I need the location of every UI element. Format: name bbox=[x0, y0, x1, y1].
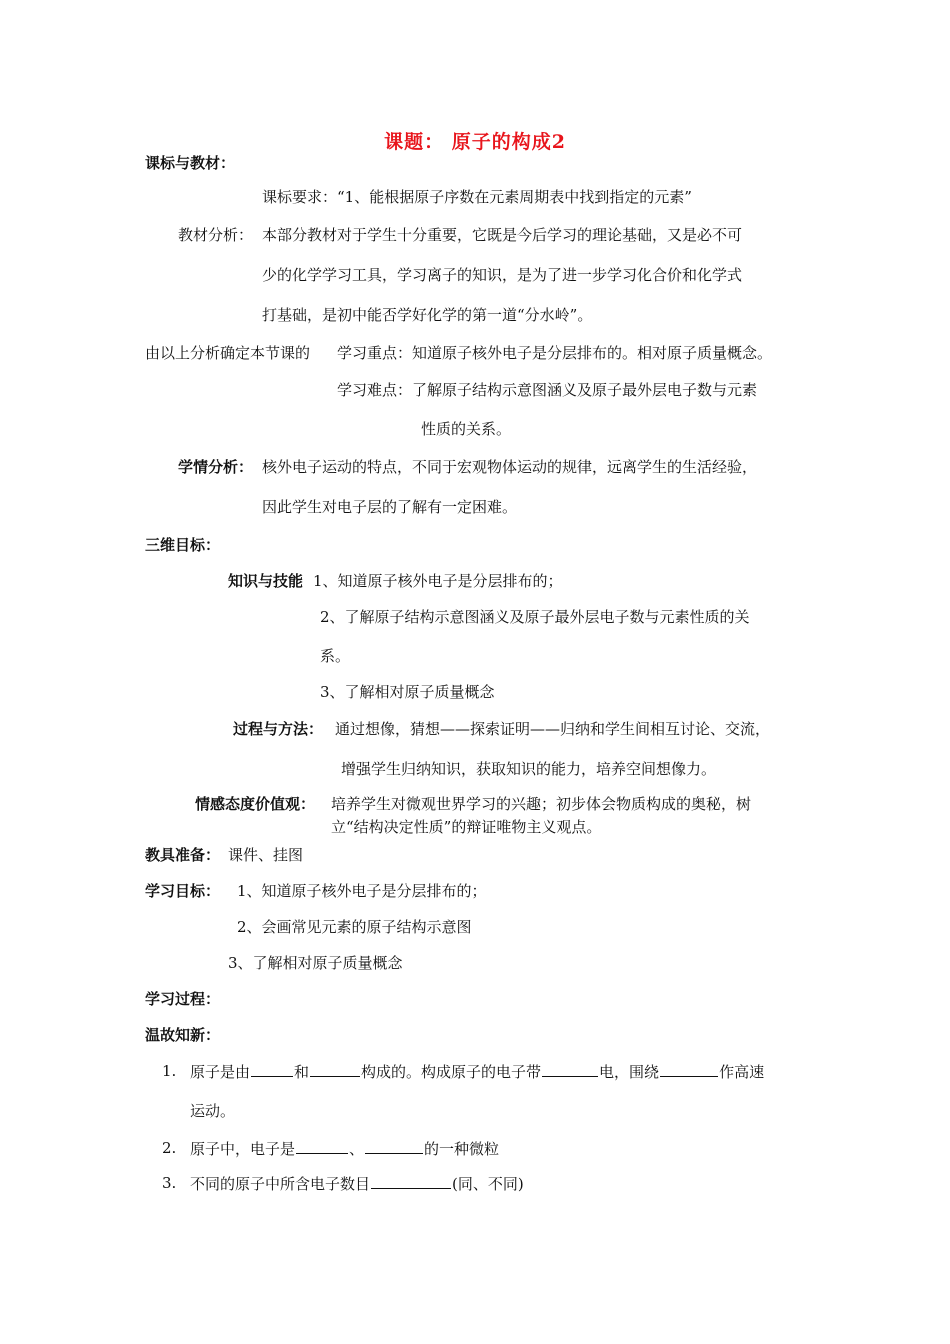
goals-label: 学习目标： bbox=[145, 882, 221, 900]
knowledge-item-2a: 2、了解原子结构示意图涵义及原子最外层电子数与元素性质的关 bbox=[320, 608, 750, 626]
question-2-text-c: 的一种微粒 bbox=[424, 1140, 500, 1158]
question-3-text-a: 不同的原子中所含电子数目 bbox=[190, 1175, 371, 1193]
curriculum-requirement: 课标要求：“1、能根据原子序数在元素周期表中找到指定的元素” bbox=[262, 188, 692, 206]
learner-line-1: 核外电子运动的特点，不同于宏观物体运动的规律，远离学生的生活经验， bbox=[262, 458, 758, 476]
question-2 bbox=[190, 1138, 499, 1159]
answer-blank-5[interactable] bbox=[296, 1138, 348, 1154]
learning-difficulty-2: 性质的关系。 bbox=[421, 420, 512, 438]
answer-blank-6[interactable] bbox=[365, 1138, 423, 1154]
knowledge-label: 知识与技能 bbox=[228, 572, 304, 590]
process-line-2: 增强学生归纳知识，获取知识的能力，培养空间想像力。 bbox=[341, 760, 717, 778]
question-1-text-b: 和 bbox=[294, 1063, 310, 1081]
answer-blank-3[interactable] bbox=[542, 1061, 598, 1077]
tools-label: 教具准备： bbox=[145, 846, 221, 864]
question-1-number: 1. bbox=[162, 1062, 177, 1080]
question-3-number: 3. bbox=[162, 1174, 177, 1192]
process-label: 过程与方法： bbox=[233, 720, 324, 738]
learner-label: 学情分析： bbox=[178, 458, 254, 476]
learner-line-2: 因此学生对电子层的了解有一定困难。 bbox=[262, 498, 518, 516]
knowledge-item-3: 3、了解相对原子质量概念 bbox=[320, 683, 495, 701]
emotion-label: 情感态度价值观： bbox=[195, 795, 316, 813]
analysis-line-2: 少的化学学习工具，学习离子的知识，是为了进一步学习化合价和化学式 bbox=[262, 266, 743, 284]
process-line-1: 通过想像，猜想——探索证明——归纳和学生间相互讨论、交流， bbox=[335, 720, 771, 738]
process-heading: 学习过程： bbox=[145, 990, 221, 1008]
goal-item-3: 3、了解相对原子质量概念 bbox=[228, 954, 403, 972]
emotion-line-2: 立“结构决定性质”的辩证唯物主义观点。 bbox=[331, 818, 602, 836]
review-heading: 温故知新： bbox=[145, 1026, 221, 1044]
answer-blank-4[interactable] bbox=[660, 1061, 718, 1077]
section-heading-objectives: 三维目标： bbox=[145, 536, 221, 554]
answer-blank-2[interactable] bbox=[310, 1061, 360, 1077]
analysis-line-1: 本部分教材对于学生十分重要，它既是今后学习的理论基础，又是必不可 bbox=[262, 226, 743, 244]
question-1-text-e: 作高速 bbox=[719, 1063, 765, 1081]
learning-difficulty-1: 学习难点：了解原子结构示意图涵义及原子最外层电子数与元素 bbox=[337, 381, 758, 399]
question-3-text-b: (同、不同) bbox=[452, 1175, 524, 1193]
question-2-number: 2. bbox=[162, 1139, 177, 1157]
question-2-text-b: 、 bbox=[349, 1140, 365, 1158]
goal-item-1: 1、知道原子核外电子是分层排布的； bbox=[237, 882, 487, 900]
goal-item-2: 2、会画常见元素的原子结构示意图 bbox=[237, 918, 472, 936]
question-1-continuation: 运动。 bbox=[190, 1102, 236, 1120]
analysis-label: 教材分析： bbox=[178, 226, 254, 244]
question-1 bbox=[190, 1061, 764, 1082]
learning-focus: 学习重点：知道原子核外电子是分层排布的。相对原子质量概念。 bbox=[337, 344, 773, 362]
tools-text: 课件、挂图 bbox=[228, 846, 304, 864]
answer-blank-7[interactable] bbox=[371, 1173, 451, 1189]
section-heading-curriculum: 课标与教材： bbox=[145, 154, 236, 172]
question-1-text-d: 电，围绕 bbox=[599, 1063, 660, 1081]
focus-prefix: 由以上分析确定本节课的 bbox=[145, 344, 311, 362]
question-2-text-a: 原子中，电子是 bbox=[190, 1140, 296, 1158]
knowledge-item-1: 1、知道原子核外电子是分层排布的； bbox=[313, 572, 563, 590]
question-3 bbox=[190, 1173, 524, 1194]
page-title: 课题： 原子的构成2 bbox=[384, 131, 566, 153]
question-1-text-c: 构成的。构成原子的电子带 bbox=[361, 1063, 542, 1081]
knowledge-item-2b: 系。 bbox=[320, 647, 351, 665]
analysis-line-3: 打基础，是初中能否学好化学的第一道“分水岭”。 bbox=[262, 306, 593, 324]
emotion-line-1: 培养学生对微观世界学习的兴趣；初步体会物质构成的奥秘，树 bbox=[331, 795, 752, 813]
answer-blank-1[interactable] bbox=[251, 1061, 293, 1077]
question-1-text-a: 原子是由 bbox=[190, 1063, 251, 1081]
